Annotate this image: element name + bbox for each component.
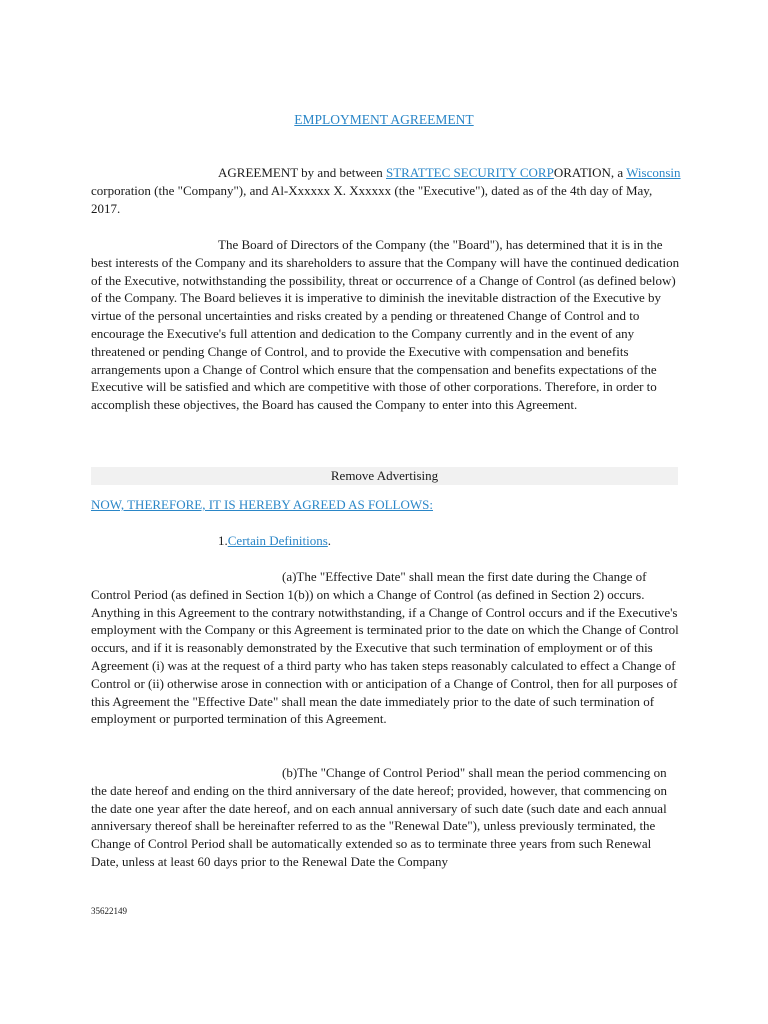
recital-paragraph: The Board of Directors of the Company (the "Board"), has determined that it is in the best interests of the Company and its shareholders to assure that the Company will have the continued dedication of the Executive, notwithstanding the possibility, threat or occurrence of a Change of Control (as defined below) of the Company. The Board believes it is imperative to diminish the inevitable distraction of the Executive by virtue of the personal uncertainties and risks created by a pending or threatened Change of Control and to encourage the Executive's full attention and dedication to the Company currently and in the event of any threatened or pending Change of Control, and to provide the Executive with compensation and benefits arrangements upon a Change of Control which ensure that the compensation and benefits expectations of the Executive will be satisfied and which are competitive with those of other corporations. Therefore, in order to accomplish these objectives, the Board has caused the Company to enter into this Agreement. (91, 237, 680, 413)
section-1-period: . (327, 533, 332, 548)
certain-definitions-link[interactable]: Certain Definitions (227, 533, 328, 548)
company-link[interactable]: STRATTEC SECURITY CORP (386, 165, 554, 180)
title-link[interactable]: EMPLOYMENT AGREEMENT (294, 112, 474, 127)
now-therefore-link[interactable]: NOW, THEREFORE, IT IS HEREBY AGREED AS FOLLOWS: (91, 497, 433, 512)
section-1-heading (91, 532, 681, 550)
state-link[interactable]: Wisconsin (626, 165, 681, 180)
now-therefore-heading (91, 496, 681, 514)
preamble-tail: corporation (the "Company"), and Al-Xxxxxx X. Xxxxxx (the "Executive"), dated as of the 4th day of May, 2017. (91, 182, 653, 216)
document-title (0, 111, 768, 129)
paragraph-a: (a)The "Effective Date" shall mean the first date during the Change of Control Period (as defined in Section 1(b)) on which a Change of Control (as defined in Section 2) occurs. Anything in this Agreement to the contrary notwithstanding, if a Change of Control occurs and if the Executive's employment with the Company or this Agreement is terminated prior to the date on which the Change of Control occurs, and if it is reasonably demonstrated by the Executive that such termination of employment or of this Agreement (i) was at the request of a third party who has taken steps reasonably calculated to effect a Change of Control or (ii) otherwise arose in connection with or anticipation of a Change of Control, then for all purposes of this Agreement the "Effective Date" shall mean the date immediately prior to the date of such termination of employment or purported termination of this Agreement. (91, 569, 679, 727)
section-1-number: 1. (218, 533, 228, 548)
preamble-lead: AGREEMENT by and between (218, 165, 387, 180)
paragraph-b: (b)The "Change of Control Period" shall mean the period commencing on the date hereof and ending on the third anniversary of the date hereof; provided, however, that commencing on the date one year after the date hereof, and on each annual anniversary of such date (such date and each annual anniversary thereof shall be hereinafter referred to as the "Renewal Date"), unless previously terminated, the Change of Control Period shall be automatically extended so as to terminate three years from such Renewal Date, unless at least 60 days prior to the Renewal Date the Company (91, 765, 667, 869)
remove-advertising-button[interactable]: Remove Advertising (91, 467, 678, 485)
footer-document-id: 35622149 (91, 906, 127, 916)
preamble-company-rest: ORATION, a (553, 165, 627, 180)
preamble-paragraph (91, 164, 681, 217)
